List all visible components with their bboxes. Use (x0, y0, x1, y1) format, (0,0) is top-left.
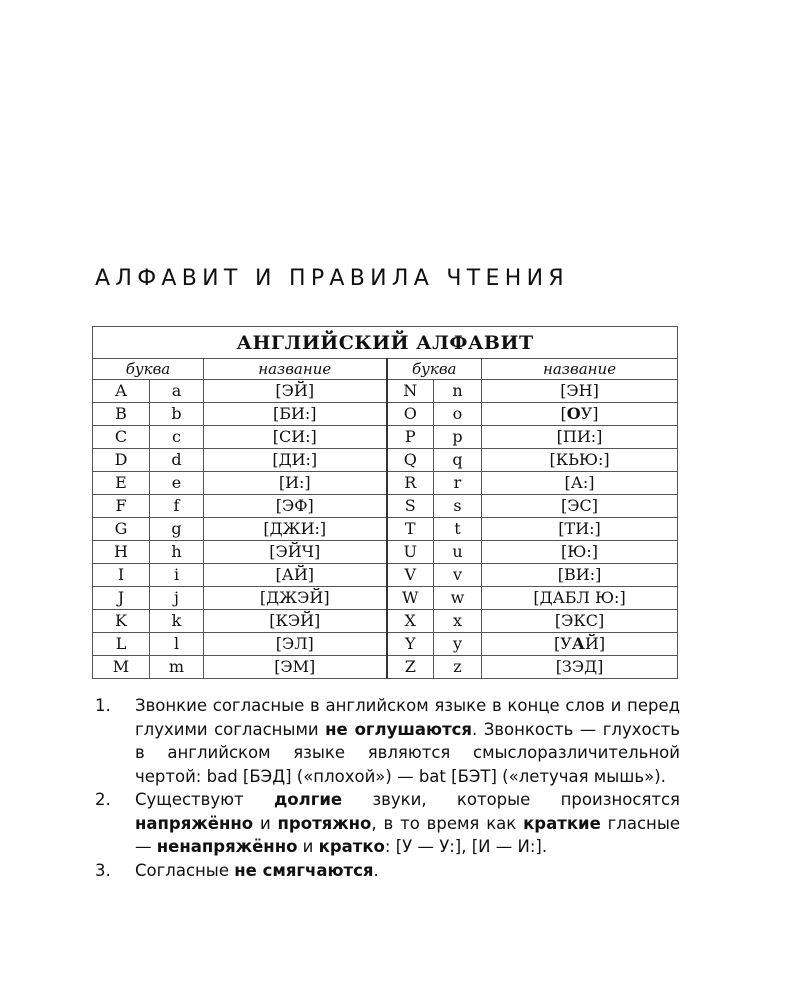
lowercase-letter: v (434, 564, 482, 587)
table-row (93, 564, 678, 587)
rule-text: звуки, которые произносятся (342, 790, 680, 809)
rule-number: 1. (95, 696, 111, 715)
letter-name: [СИ:] (204, 426, 387, 449)
letter-name: [КЭЙ] (204, 610, 387, 633)
emphasis-text: протяжно (277, 813, 372, 833)
letter-name: [ТИ:] (482, 518, 678, 541)
table-row (93, 541, 678, 564)
rule-text: гласные — (135, 813, 680, 856)
letter-name: [ЭН] (482, 380, 678, 403)
alphabet-table (92, 326, 678, 679)
column-header-name: название (204, 359, 387, 380)
column-header-name: название (482, 359, 678, 380)
uppercase-letter: J (93, 587, 150, 610)
uppercase-letter: A (93, 380, 150, 403)
letter-name: [ДИ:] (204, 449, 387, 472)
uppercase-letter: D (93, 449, 150, 472)
uppercase-letter: L (93, 633, 150, 656)
letter-name (482, 633, 678, 656)
rule-number: 3. (95, 860, 111, 880)
uppercase-letter: B (93, 403, 150, 426)
letter-name: [ЗЭД] (482, 656, 678, 679)
lowercase-letter: f (150, 495, 204, 518)
uppercase-letter: F (93, 495, 150, 518)
emphasis-text: не смягчаются (234, 860, 374, 880)
letter-name: [ПИ:] (482, 426, 678, 449)
column-header-letter: буква (387, 359, 482, 380)
uppercase-letter: N (387, 380, 434, 403)
table-row (93, 426, 678, 449)
letter-name: [ЭЛ] (204, 633, 387, 656)
emphasis-text: не оглушаются (325, 719, 473, 739)
stressed-letter: А (571, 634, 585, 653)
letter-name (482, 403, 678, 426)
letter-name: [А:] (482, 472, 678, 495)
stressed-letter: О (566, 404, 581, 423)
lowercase-letter: w (434, 587, 482, 610)
letter-name: [ЭС] (482, 495, 678, 518)
letter-name: [ЭФ] (204, 495, 387, 518)
uppercase-letter: I (93, 564, 150, 587)
emphasis-text: ненапряжённо (156, 837, 298, 856)
uppercase-letter: T (387, 518, 434, 541)
letter-name: [БИ:] (204, 403, 387, 426)
lowercase-letter: g (150, 518, 204, 541)
rule-text: и (253, 813, 278, 833)
uppercase-letter: O (387, 403, 434, 426)
column-header-letter: буква (93, 359, 204, 380)
uppercase-letter: M (93, 656, 150, 679)
name-part: У] (580, 404, 599, 423)
rule-text: Согласные (135, 860, 235, 880)
uppercase-letter: V (387, 564, 434, 587)
uppercase-letter: U (387, 541, 434, 564)
uppercase-letter: S (387, 495, 434, 518)
rule-text: . (373, 860, 379, 880)
letter-name: [ВИ:] (482, 564, 678, 587)
table-row (93, 518, 678, 541)
rule-item (95, 788, 680, 859)
table-row (93, 656, 678, 679)
lowercase-letter: l (150, 633, 204, 656)
table-row (93, 495, 678, 518)
table-row (93, 633, 678, 656)
emphasis-text: долгие (273, 790, 343, 809)
emphasis-text: кратко (318, 837, 385, 856)
lowercase-letter: u (434, 541, 482, 564)
letter-name: [ДЖЭЙ] (204, 587, 387, 610)
lowercase-letter: i (150, 564, 204, 587)
letter-name: [Ю:] (482, 541, 678, 564)
lowercase-letter: h (150, 541, 204, 564)
lowercase-letter: k (150, 610, 204, 633)
lowercase-letter: b (150, 403, 204, 426)
page-heading: АЛФАВИТ И ПРАВИЛА ЧТЕНИЯ (95, 266, 569, 291)
uppercase-letter: X (387, 610, 434, 633)
uppercase-letter: G (93, 518, 150, 541)
lowercase-letter: m (150, 656, 204, 679)
name-part: [У (554, 634, 572, 653)
rule-text: и (297, 837, 319, 856)
uppercase-letter: Q (387, 449, 434, 472)
table-title: АНГЛИЙСКИЙ АЛФАВИТ (93, 327, 678, 359)
rule-item (95, 859, 680, 883)
letter-name: [ДЖИ:] (204, 518, 387, 541)
rule-text: : [У — У:], [И — И:]. (384, 837, 548, 856)
emphasis-text: краткие (523, 813, 601, 833)
lowercase-letter: d (150, 449, 204, 472)
lowercase-letter: t (434, 518, 482, 541)
table-row (93, 403, 678, 426)
name-part: [ (560, 404, 567, 423)
uppercase-letter: C (93, 426, 150, 449)
lowercase-letter: x (434, 610, 482, 633)
lowercase-letter: c (150, 426, 204, 449)
uppercase-letter: E (93, 472, 150, 495)
rule-item (95, 694, 680, 788)
letter-name: [ЭЙЧ] (204, 541, 387, 564)
letter-name: [КЬЮ:] (482, 449, 678, 472)
rule-text: Существуют (135, 790, 274, 809)
table-row (93, 380, 678, 403)
reading-rules-list (95, 694, 680, 882)
uppercase-letter: W (387, 587, 434, 610)
rule-text: Звонкие согласные в английском языке в конце слов и перед глухими согласными (135, 696, 680, 739)
lowercase-letter: z (434, 656, 482, 679)
rule-text: , в то время как (371, 813, 524, 833)
lowercase-letter: p (434, 426, 482, 449)
lowercase-letter: r (434, 472, 482, 495)
rule-text: . Звонкость — глухость в английском языке являются смыслоразличительной чертой: bad [БЭД] («плохой») — bat [БЭТ] («летучая мышь»). (135, 719, 680, 786)
table-row (93, 449, 678, 472)
uppercase-letter: K (93, 610, 150, 633)
letter-name: [ЭМ] (204, 656, 387, 679)
table-row (93, 587, 678, 610)
name-part: Й] (584, 634, 606, 653)
uppercase-letter: H (93, 541, 150, 564)
lowercase-letter: o (434, 403, 482, 426)
letter-name: [ЭКС] (482, 610, 678, 633)
uppercase-letter: Y (387, 633, 434, 656)
letter-name: [ЭЙ] (204, 380, 387, 403)
letter-name: [ДАБЛ Ю:] (482, 587, 678, 610)
lowercase-letter: a (150, 380, 204, 403)
letter-name: [И:] (204, 472, 387, 495)
lowercase-letter: s (434, 495, 482, 518)
lowercase-letter: q (434, 449, 482, 472)
letter-name: [АЙ] (204, 564, 387, 587)
emphasis-text: напряжённо (135, 813, 254, 833)
uppercase-letter: P (387, 426, 434, 449)
uppercase-letter: R (387, 472, 434, 495)
lowercase-letter: j (150, 587, 204, 610)
lowercase-letter: y (434, 633, 482, 656)
lowercase-letter: e (150, 472, 204, 495)
uppercase-letter: Z (387, 656, 434, 679)
rule-number: 2. (95, 790, 111, 809)
lowercase-letter: n (434, 380, 482, 403)
table-row (93, 610, 678, 633)
table-row (93, 472, 678, 495)
